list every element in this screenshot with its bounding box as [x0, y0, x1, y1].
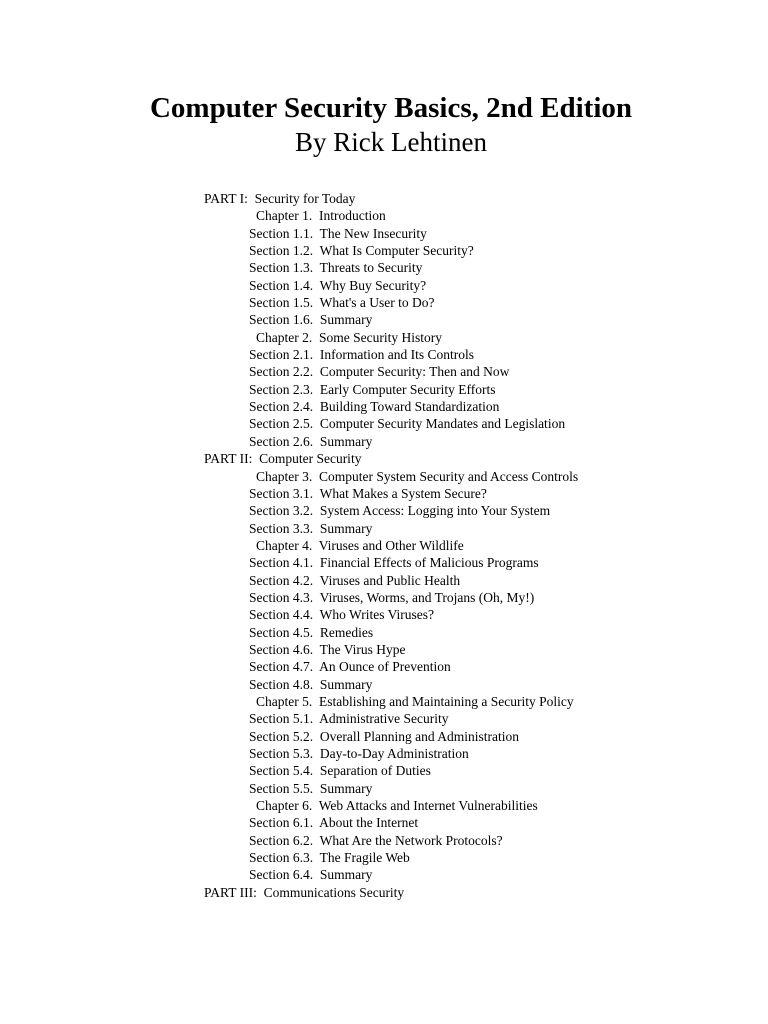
- toc-section-entry: Section 1.6. Summary: [249, 312, 373, 328]
- toc-section-entry: Section 6.4. Summary: [249, 867, 373, 883]
- toc-section-entry: Section 1.1. The New Insecurity: [249, 225, 427, 241]
- toc-section-entry: Section 4.4. Who Writes Viruses?: [249, 607, 434, 623]
- toc-chapter-entry: Chapter 5. Establishing and Maintaining a Security Policy: [256, 693, 574, 709]
- toc-section-entry: Section 6.2. What Are the Network Protocols?: [249, 832, 503, 848]
- toc-chapter-entry: Chapter 2. Some Security History: [256, 329, 442, 345]
- toc-section-entry: Section 4.7. An Ounce of Prevention: [249, 659, 451, 675]
- toc-part-entry: PART I: Security for Today: [204, 191, 356, 206]
- toc-section-entry: Section 4.5. Remedies: [249, 624, 374, 640]
- toc-section-entry: Section 4.2. Viruses and Public Health: [249, 572, 461, 588]
- toc-section-entry: Section 2.6. Summary: [249, 433, 373, 449]
- toc-section-entry: Section 5.5. Summary: [249, 780, 373, 796]
- toc-section-entry: Section 2.2. Computer Security: Then and Now: [249, 364, 510, 380]
- toc-section-entry: Section 3.2. System Access: Logging into Your System: [249, 503, 551, 519]
- toc-section-entry: Section 1.4. Why Buy Security?: [249, 277, 427, 293]
- toc-section-entry: Section 3.3. Summary: [249, 520, 373, 536]
- toc-chapter-entry: Chapter 3. Computer System Security and Access Controls: [256, 468, 579, 484]
- toc-part-entry: PART II: Computer Security: [204, 451, 362, 467]
- toc-section-entry: Section 2.5. Computer Security Mandates and Legislation: [249, 416, 566, 432]
- toc-section-entry: Section 5.4. Separation of Duties: [249, 763, 431, 779]
- toc-section-entry: Section 2.1. Information and Its Controls: [249, 347, 474, 363]
- toc-section-entry: Section 5.1. Administrative Security: [249, 711, 449, 727]
- document-author: By Rick Lehtinen: [295, 127, 487, 157]
- toc-section-entry: Section 4.1. Financial Effects of Malicious Programs: [249, 555, 539, 571]
- toc-section-entry: Section 4.6. The Virus Hype: [249, 641, 406, 657]
- toc-section-entry: Section 3.1. What Makes a System Secure?: [249, 485, 487, 501]
- toc-section-entry: Section 4.3. Viruses, Worms, and Trojans (Oh, My!): [249, 589, 535, 605]
- document-title: Computer Security Basics, 2nd Edition: [149, 92, 633, 124]
- toc-chapter-entry: Chapter 6. Web Attacks and Internet Vulnerabilities: [256, 798, 538, 814]
- toc-section-entry: Section 2.3. Early Computer Security Efforts: [249, 381, 496, 397]
- toc-section-entry: Section 2.4. Building Toward Standardization: [249, 399, 500, 415]
- toc-section-entry: Section 5.2. Overall Planning and Administration: [249, 728, 519, 744]
- toc-section-entry: Section 4.8. Summary: [249, 676, 373, 692]
- toc-chapter-entry: Chapter 1. Introduction: [256, 208, 386, 224]
- toc-section-entry: Section 6.3. The Fragile Web: [249, 850, 410, 866]
- table-of-contents: [0, 190, 768, 901]
- toc-section-entry: Section 5.3. Day-to-Day Administration: [249, 746, 469, 761]
- toc-part-entry: PART III: Communications Security: [204, 884, 405, 900]
- toc-section-entry: Section 1.2. What Is Computer Security?: [249, 243, 474, 259]
- toc-section-entry: Section 1.5. What's a User to Do?: [249, 295, 435, 311]
- toc-section-entry: Section 6.1. About the Internet: [249, 815, 419, 831]
- toc-section-entry: Section 1.3. Threats to Security: [249, 260, 423, 276]
- toc-chapter-entry: Chapter 4. Viruses and Other Wildlife: [256, 537, 464, 553]
